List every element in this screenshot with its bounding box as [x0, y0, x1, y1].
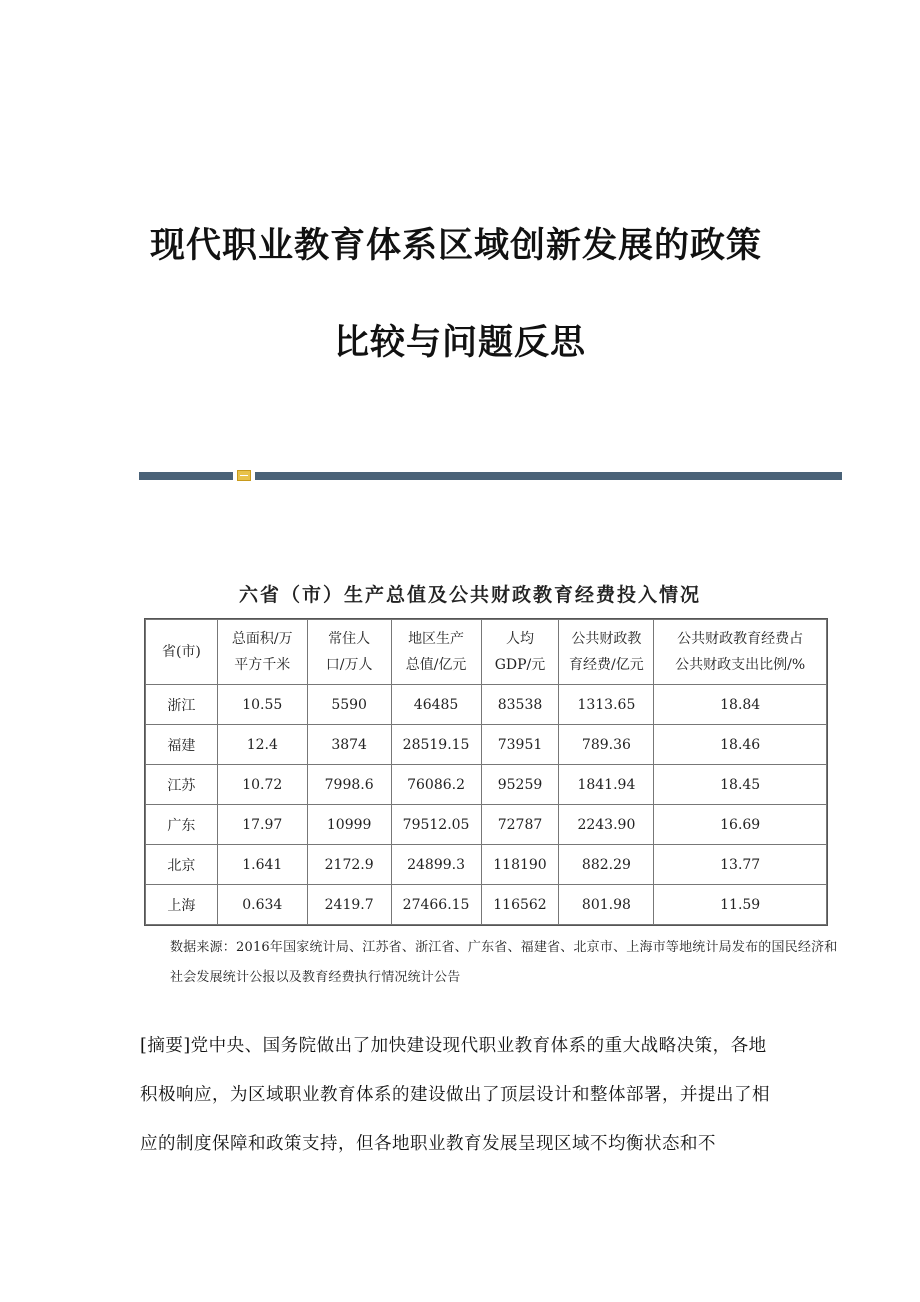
- table-source-note: 数据来源：2016年国家统计局、江苏省、浙江省、广东省、福建省、北京市、上海市等地统计局发布的国民经济和社会发展统计公报以及教育经费执行情况统计公告: [170, 940, 838, 985]
- table-cell: 24899.3: [391, 845, 481, 885]
- table-cell: 118190: [481, 845, 559, 885]
- header-population: 常住人 口/万人: [307, 620, 391, 685]
- divider-bar-right: [255, 472, 842, 480]
- table-cell: 1841.94: [559, 765, 654, 805]
- table-cell: 1.641: [217, 845, 307, 885]
- table-cell: 882.29: [559, 845, 654, 885]
- table-cell: 17.97: [217, 805, 307, 845]
- table-row: [146, 685, 827, 725]
- table-cell: 27466.15: [391, 885, 481, 925]
- table-cell: 11.59: [654, 885, 827, 925]
- divider-bar-left: [139, 472, 233, 480]
- header-edu-ratio: 公共财政教育经费占 公共财政支出比例/%: [654, 620, 827, 685]
- table-cell: 801.98: [559, 885, 654, 925]
- table-cell: 95259: [481, 765, 559, 805]
- table-cell: 2172.9: [307, 845, 391, 885]
- table-cell: 83538: [481, 685, 559, 725]
- header-gdp-per-capita: 人均 GDP/元: [481, 620, 559, 685]
- header-gdp: 地区生产 总值/亿元: [391, 620, 481, 685]
- table-row: [146, 805, 827, 845]
- table-cell: 10999: [307, 805, 391, 845]
- table-cell: 7998.6: [307, 765, 391, 805]
- table-cell: 72787: [481, 805, 559, 845]
- abstract-paragraph: [摘要]党中央、国务院做出了加快建设现代职业教育体系的重大战略决策，各地积极响应，为区域职业教育体系的建设做出了顶层设计和整体部署，并提出了相应的制度保障和政策支持，但各地职业教育发展呈现区域不均衡状态和不: [140, 1036, 770, 1154]
- table-cell: 1313.65: [559, 685, 654, 725]
- table-header-row: [146, 620, 827, 685]
- table-cell: 3874: [307, 725, 391, 765]
- table-cell: 10.55: [217, 685, 307, 725]
- table-cell: 18.84: [654, 685, 827, 725]
- table-cell: 76086.2: [391, 765, 481, 805]
- table-row: [146, 845, 827, 885]
- table-cell: 江苏: [146, 765, 218, 805]
- table-row: [146, 885, 827, 925]
- table-cell: 福建: [146, 725, 218, 765]
- table-cell: 浙江: [146, 685, 218, 725]
- table-cell: 789.36: [559, 725, 654, 765]
- table-cell: 16.69: [654, 805, 827, 845]
- header-area: 总面积/万 平方千米: [217, 620, 307, 685]
- table-cell: 广东: [146, 805, 218, 845]
- section-divider: [139, 472, 842, 480]
- table-cell: 2243.90: [559, 805, 654, 845]
- table-title: 六省（市）生产总值及公共财政教育经费投入情况: [238, 584, 701, 606]
- table-cell: 12.4: [217, 725, 307, 765]
- table-row: [146, 725, 827, 765]
- document-title-line-1: 现代职业教育体系区域创新发展的政策: [149, 226, 762, 266]
- document-title-line-2: 比较与问题反思: [333, 323, 586, 363]
- table-cell: 18.45: [654, 765, 827, 805]
- table-row: [146, 765, 827, 805]
- table-cell: 上海: [146, 885, 218, 925]
- table-cell: 73951: [481, 725, 559, 765]
- table-cell: 北京: [146, 845, 218, 885]
- header-edu-funding: 公共财政教 育经费/亿元: [559, 620, 654, 685]
- table-cell: 2419.7: [307, 885, 391, 925]
- table-cell: 116562: [481, 885, 559, 925]
- table-cell: 5590: [307, 685, 391, 725]
- header-province: 省(市): [146, 620, 218, 685]
- table-cell: 79512.05: [391, 805, 481, 845]
- divider-ornament-icon: [237, 470, 251, 481]
- table-cell: 10.72: [217, 765, 307, 805]
- table-cell: 0.634: [217, 885, 307, 925]
- table-cell: 46485: [391, 685, 481, 725]
- table-cell: 13.77: [654, 845, 827, 885]
- data-table: [145, 619, 827, 925]
- table-cell: 28519.15: [391, 725, 481, 765]
- table-cell: 18.46: [654, 725, 827, 765]
